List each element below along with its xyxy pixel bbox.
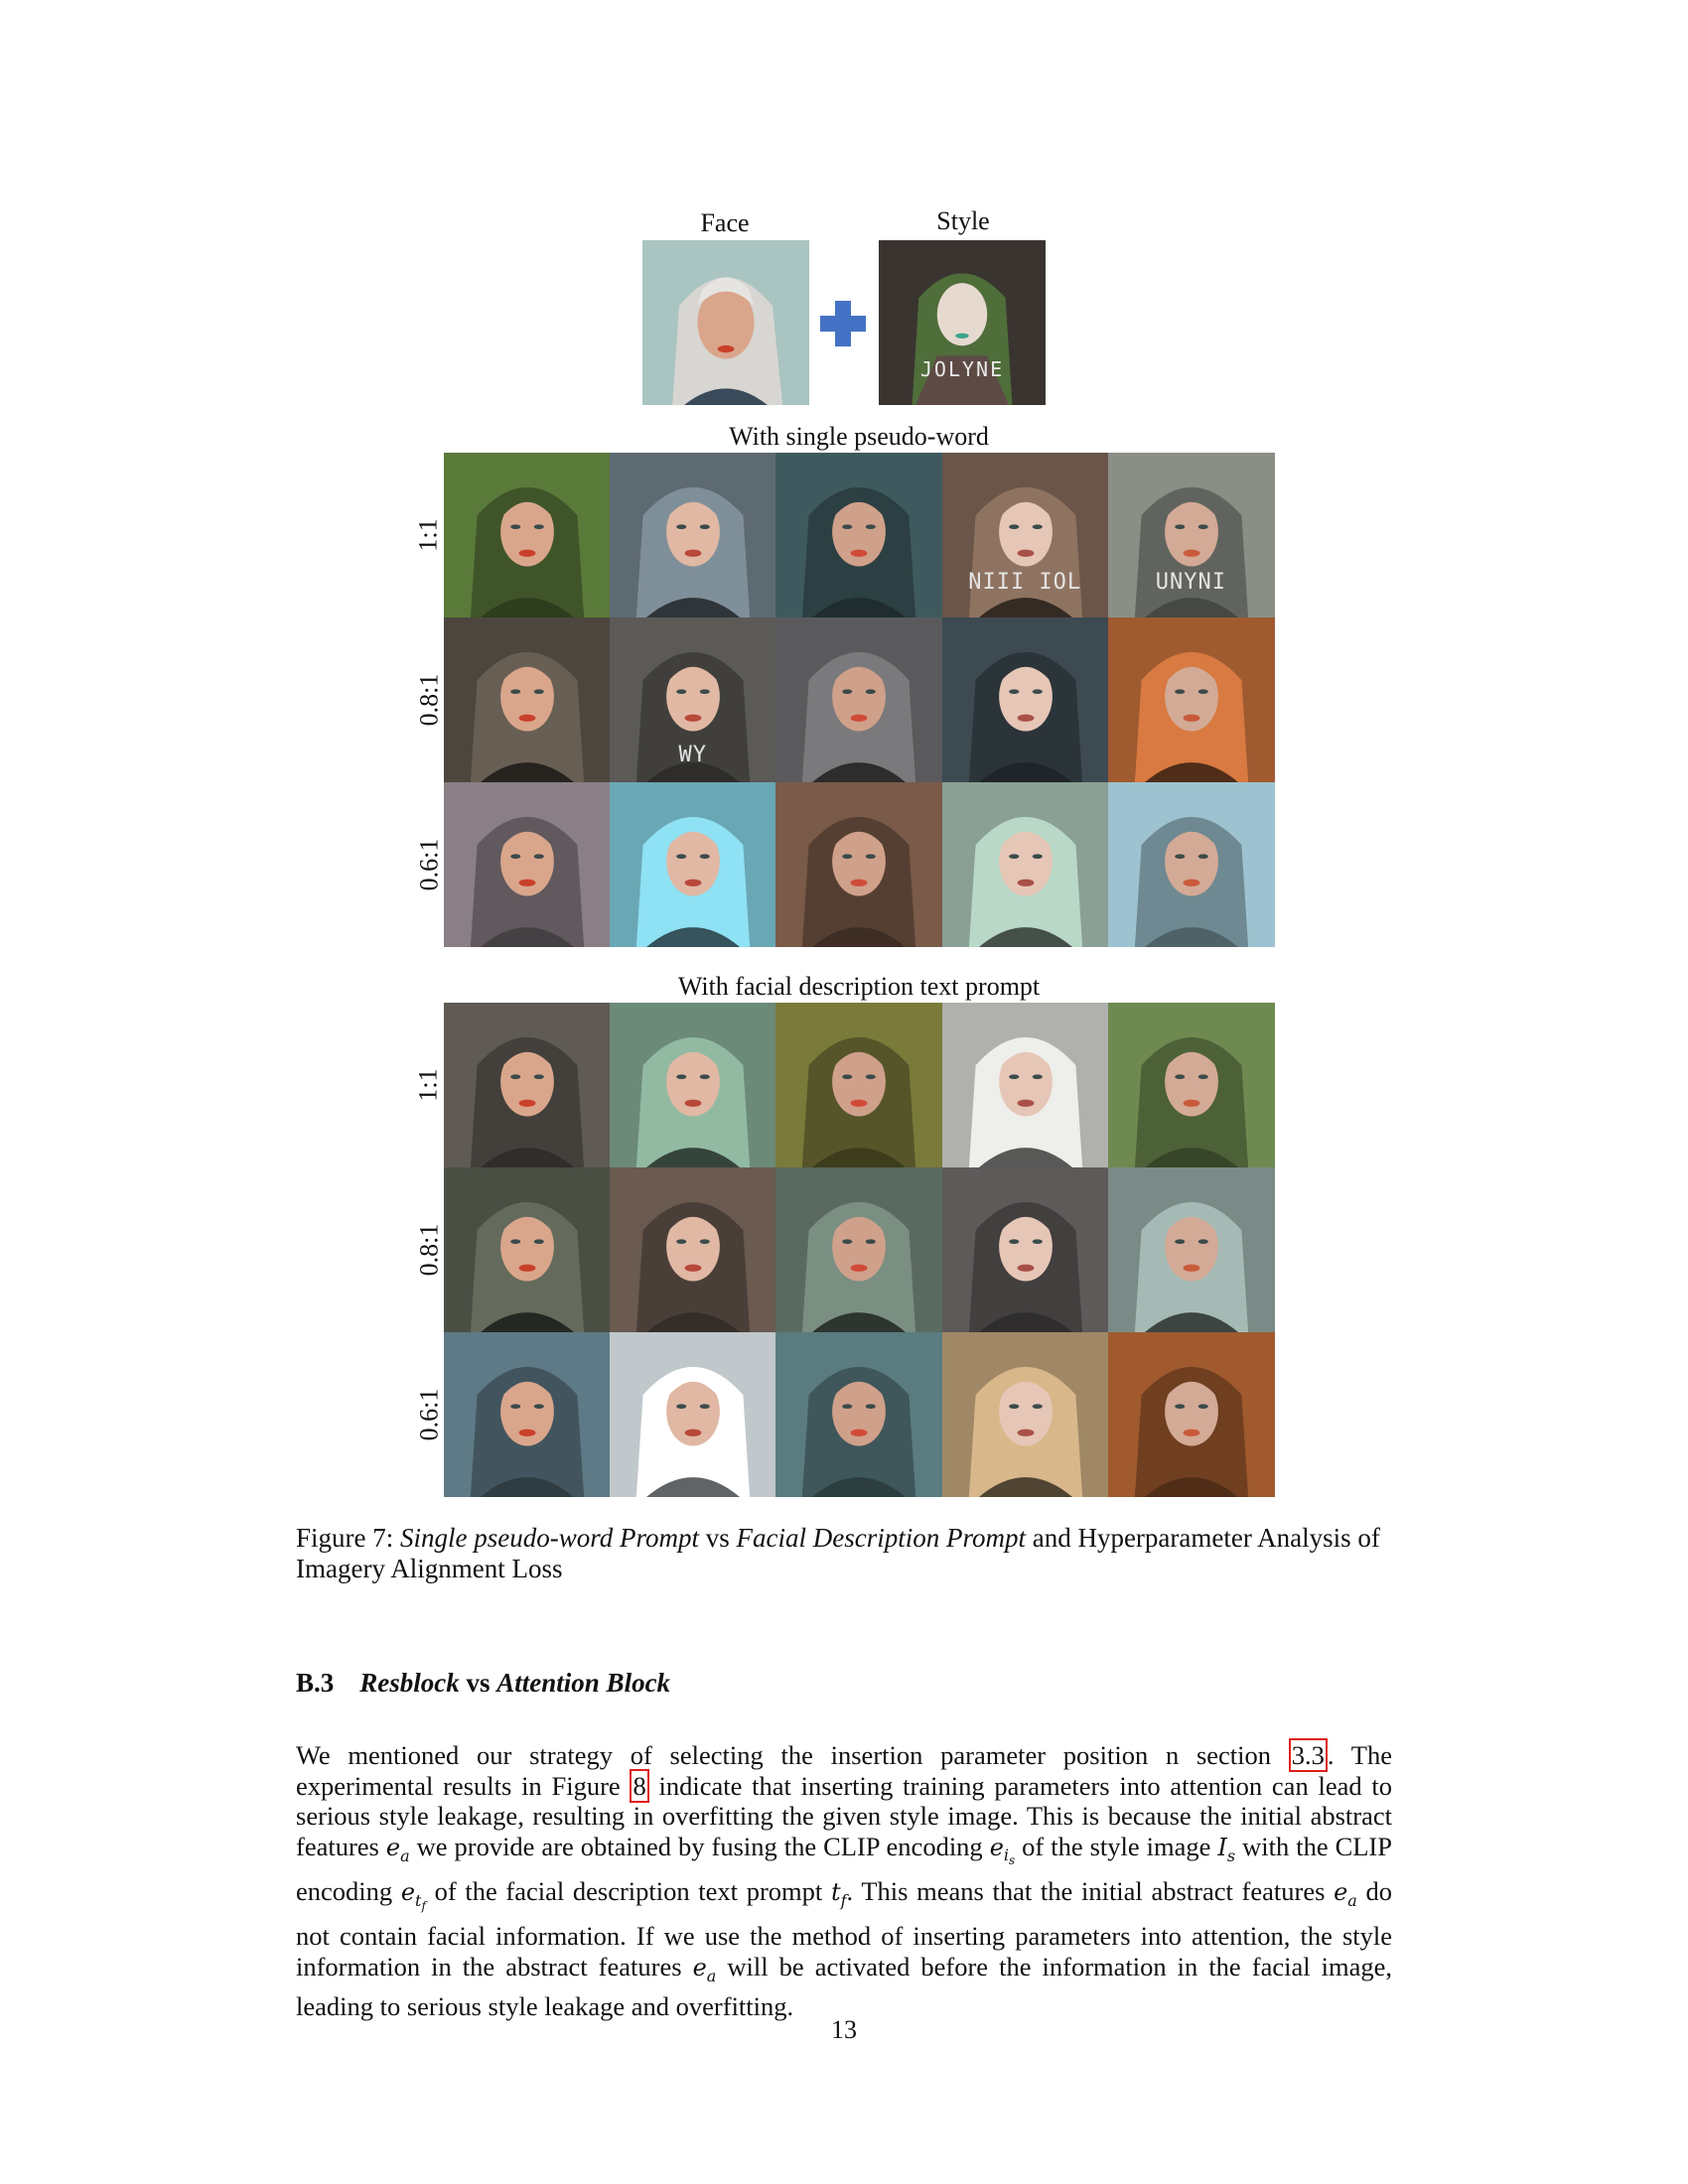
panel2-tile-r3-c3 xyxy=(775,1332,942,1497)
panel2-row-label-3: 0.6:1 xyxy=(414,1388,444,1441)
panel1-tile-r1-c1 xyxy=(444,453,611,617)
style-label: Style xyxy=(936,206,990,235)
caption-mid: vs xyxy=(698,1523,737,1553)
body-text-10: will be activated before the information in the facial image, leading to serious style leakage and overfitting. xyxy=(296,1951,1392,2022)
panel1-tile-text-2: UNYNI xyxy=(1155,570,1226,595)
panel2-tile-r1-c4 xyxy=(942,1003,1109,1167)
plus-icon xyxy=(820,301,866,346)
section-number: B.3 xyxy=(296,1668,335,1698)
math-e-a-2: $e_a$ xyxy=(1334,1877,1357,1910)
math-t-f: $t_f$ xyxy=(830,1877,847,1910)
panel1-row-label-2: 0.8:1 xyxy=(414,673,444,727)
section-heading xyxy=(296,1668,1392,1699)
panel1-tile-r1-c3 xyxy=(775,453,942,617)
panel2-tile-r2-c1 xyxy=(444,1167,611,1332)
figure-ref-link[interactable]: 8 xyxy=(630,1769,648,1803)
section-title-vs: vs xyxy=(459,1668,497,1698)
body-paragraph xyxy=(296,1740,1392,2022)
panel2-image-grid xyxy=(444,1003,1274,1497)
panel2-tile-r1-c1 xyxy=(444,1003,611,1167)
page-number: 13 xyxy=(831,2015,857,2044)
panel2-tile-r2-c3 xyxy=(775,1167,942,1332)
section-ref-link[interactable]: 3.3 xyxy=(1289,1738,1328,1772)
panel2-tile-r1-c3 xyxy=(775,1003,942,1167)
panel2-tile-r3-c2 xyxy=(610,1332,776,1497)
panel1-tile-r2-c3 xyxy=(775,617,942,782)
body-text-5: of the style image xyxy=(1015,1831,1218,1861)
caption-suffix: and Hyperparameter Analysis of Imagery Alignment Loss xyxy=(296,1523,1380,1583)
panel1-tile-text-3: WY xyxy=(678,743,708,767)
panel2-title: With facial description text prompt xyxy=(677,972,1041,1001)
panel2-row-label-2: 0.8:1 xyxy=(414,1223,444,1277)
face-image xyxy=(642,240,809,405)
panel1-row-label-3: 0.6:1 xyxy=(414,838,444,891)
body-text-7: of the facial description text prompt xyxy=(425,1875,831,1906)
panel2-tile-r2-c5 xyxy=(1108,1167,1275,1332)
panel2-tile-r3-c4 xyxy=(942,1332,1109,1497)
panel1-tile-r2-c5 xyxy=(1108,617,1275,782)
panel2-tile-r3-c5 xyxy=(1108,1332,1275,1497)
figure-caption xyxy=(296,1523,1392,1584)
panel1-image-grid xyxy=(444,453,1274,947)
body-text-6: with the CLIP encoding xyxy=(296,1831,1392,1906)
panel1-tile-r1-c2 xyxy=(610,453,776,617)
math-I-s: $I_s$ xyxy=(1217,1833,1236,1865)
panel2-tile-r2-c4 xyxy=(942,1167,1109,1332)
style-image xyxy=(879,240,1046,405)
body-text-1: We mentioned our strategy of selecting the insertion parameter position n section xyxy=(296,1740,1289,1770)
panel1-tile-r2-c4 xyxy=(942,617,1109,782)
caption-em1: Single pseudo-word Prompt xyxy=(400,1523,699,1553)
panel2-tile-r3-c1 xyxy=(444,1332,611,1497)
panel1-row-label-1: 1:1 xyxy=(413,518,443,552)
section-title-em2: Attention Block xyxy=(496,1668,671,1698)
panel1-tile-r3-c4 xyxy=(942,782,1109,947)
face-label: Face xyxy=(700,208,750,237)
body-text-8: . This means that the initial abstract features xyxy=(846,1875,1335,1906)
panel1-tile-r2-c1 xyxy=(444,617,611,782)
body-text-4: we provide are obtained by fusing the CLIP encoding xyxy=(409,1831,990,1861)
body-text-2: . The experimental results in Figure xyxy=(296,1740,1392,1801)
panel1-tile-r3-c2 xyxy=(610,782,776,947)
panel2-tile-r1-c2 xyxy=(610,1003,776,1167)
panel2-tile-r2-c2 xyxy=(610,1167,776,1332)
panel2-row-label-1: 1:1 xyxy=(413,1068,443,1102)
style-image-text: JOLYNE xyxy=(919,357,1005,381)
math-e-is: $e_{i_s}$ xyxy=(989,1833,1016,1868)
panel1-tile-text-1: NIII IOL xyxy=(968,570,1082,595)
math-e-tf: $e_{t_f}$ xyxy=(400,1877,426,1913)
caption-em2: Facial Description Prompt xyxy=(736,1523,1026,1553)
panel1-title: With single pseudo-word xyxy=(729,422,989,451)
panel1-tile-r3-c5 xyxy=(1108,782,1275,947)
section-title-em1: Resblock xyxy=(359,1668,460,1698)
math-e-a-3: $e_a$ xyxy=(692,1953,717,1985)
body-text-9: do not contain facial information. If we use the method of inserting parameters into attention, the style information in the abstract features xyxy=(296,1875,1393,1981)
panel1-tile-r3-c1 xyxy=(444,782,611,947)
panel1-tile-r3-c3 xyxy=(775,782,942,947)
caption-prefix: Figure 7: xyxy=(296,1523,400,1553)
panel2-tile-r1-c5 xyxy=(1108,1003,1275,1167)
body-text-3: indicate that inserting training parameters into attention can lead to serious style leakage, resulting in overfitting the given style image. This is because the initial abstract features xyxy=(296,1770,1393,1861)
math-e-a: $e_a$ xyxy=(385,1833,410,1865)
